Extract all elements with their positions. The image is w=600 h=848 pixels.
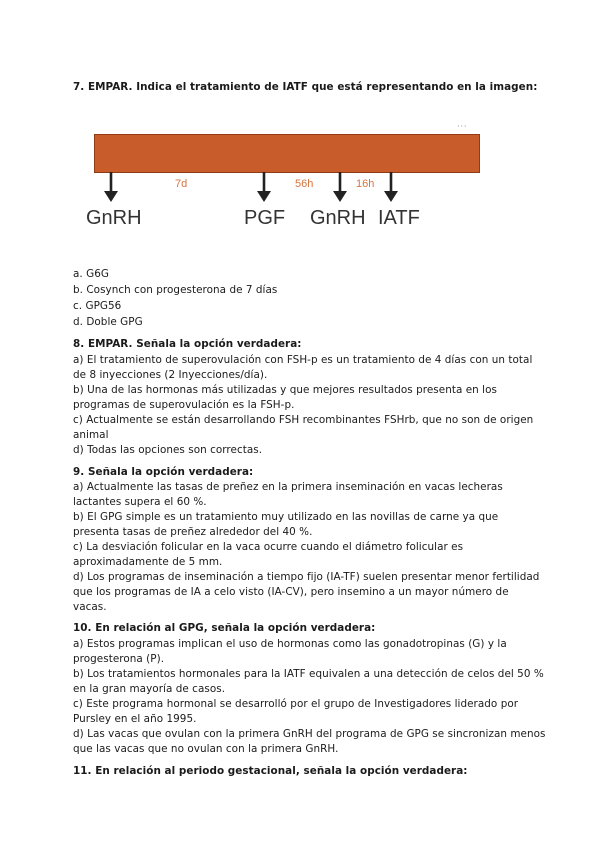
duration-label-2: 56h <box>295 178 314 190</box>
q8-line: b) Una de las hormonas más utilizadas y que mejores resultados presenta en los <box>73 384 497 396</box>
arrow-down-icon <box>333 172 347 202</box>
q8-line: animal <box>73 429 109 441</box>
q8-line: programas de superovulación es la FSH-p. <box>73 399 295 411</box>
q9-line: que los programas de IA a celo visto (IA-CV), pero insemino a un mayor número de <box>73 586 509 598</box>
q9-line: d) Los programas de inseminación a tiempo fijo (IA-TF) suelen presentar menor fertilidad <box>73 571 540 583</box>
q7-option-d: d. Doble GPG <box>73 316 143 328</box>
hormone-label-pgf: PGF <box>244 207 286 229</box>
q9-line: presenta tasas de preñez alrededor del 40 %. <box>73 526 313 538</box>
q10-line: que las vacas que no ovulan con la primera GnRH. <box>73 743 339 755</box>
more-icon: ··· <box>457 122 468 132</box>
q8-line: c) Actualmente se están desarrollando FSH recombinantes FSHrb, que no son de origen <box>73 414 534 426</box>
q8-line: de 8 inyecciones (2 Inyecciones/día). <box>73 369 268 381</box>
q8-line: a) El tratamiento de superovulación con FSH-p es un tratamiento de 4 días con un total <box>73 354 533 366</box>
timeline-bar <box>94 134 480 173</box>
q10-line: progesterona (P). <box>73 653 165 665</box>
question-11-title: 11. En relación al periodo gestacional, señala la opción verdadera: <box>73 765 468 777</box>
q9-line: c) La desviación folicular en la vaca ocurre cuando el diámetro folicular es <box>73 541 464 553</box>
q9-line: vacas. <box>73 601 107 613</box>
q10-line: en la gran mayoría de casos. <box>73 683 226 695</box>
hormone-label-gnrh-2: GnRH <box>310 207 366 229</box>
q8-line: d) Todas las opciones son correctas. <box>73 444 263 456</box>
question-8-title: 8. EMPAR. Señala la opción verdadera: <box>73 338 302 350</box>
arrow-down-icon <box>257 172 271 202</box>
q10-line: Pursley en el año 1995. <box>73 713 197 725</box>
q9-line: aproximadamente de 5 mm. <box>73 556 223 568</box>
q10-line: d) Las vacas que ovulan con la primera GnRH del programa de GPG se sincronizan menos <box>73 728 546 740</box>
q10-line: a) Estos programas implican el uso de hormonas como las gonadotropinas (G) y la <box>73 638 507 650</box>
question-9-title: 9. Señala la opción verdadera: <box>73 466 254 478</box>
q7-option-c: c. GPG56 <box>73 300 122 312</box>
q9-line: b) El GPG simple es un tratamiento muy utilizado en las novillas de carne ya que <box>73 511 499 523</box>
q10-line: c) Este programa hormonal se desarrolló por el grupo de Investigadores liderado por <box>73 698 519 710</box>
question-7-title: 7. EMPAR. Indica el tratamiento de IATF que está representando en la imagen: <box>73 81 538 93</box>
duration-label-3: 16h <box>356 178 375 190</box>
q9-line: a) Actualmente las tasas de preñez en la primera inseminación en vacas lecheras <box>73 481 503 493</box>
hormone-label-iatf: IATF <box>378 207 420 229</box>
q7-option-a: a. G6G <box>73 268 109 280</box>
q7-option-b: b. Cosynch con progesterona de 7 días <box>73 284 278 296</box>
arrow-down-icon <box>384 172 398 202</box>
q10-line: b) Los tratamientos hormonales para la IATF equivalen a una detección de celos del 50 % <box>73 668 544 680</box>
treatment-timeline-figure <box>86 110 500 262</box>
question-10-title: 10. En relación al GPG, señala la opción verdadera: <box>73 622 376 634</box>
hormone-label-gnrh-1: GnRH <box>86 207 142 229</box>
arrow-down-icon <box>104 172 118 202</box>
duration-label-1: 7d <box>175 178 188 190</box>
q9-line: lactantes supera el 60 %. <box>73 496 207 508</box>
